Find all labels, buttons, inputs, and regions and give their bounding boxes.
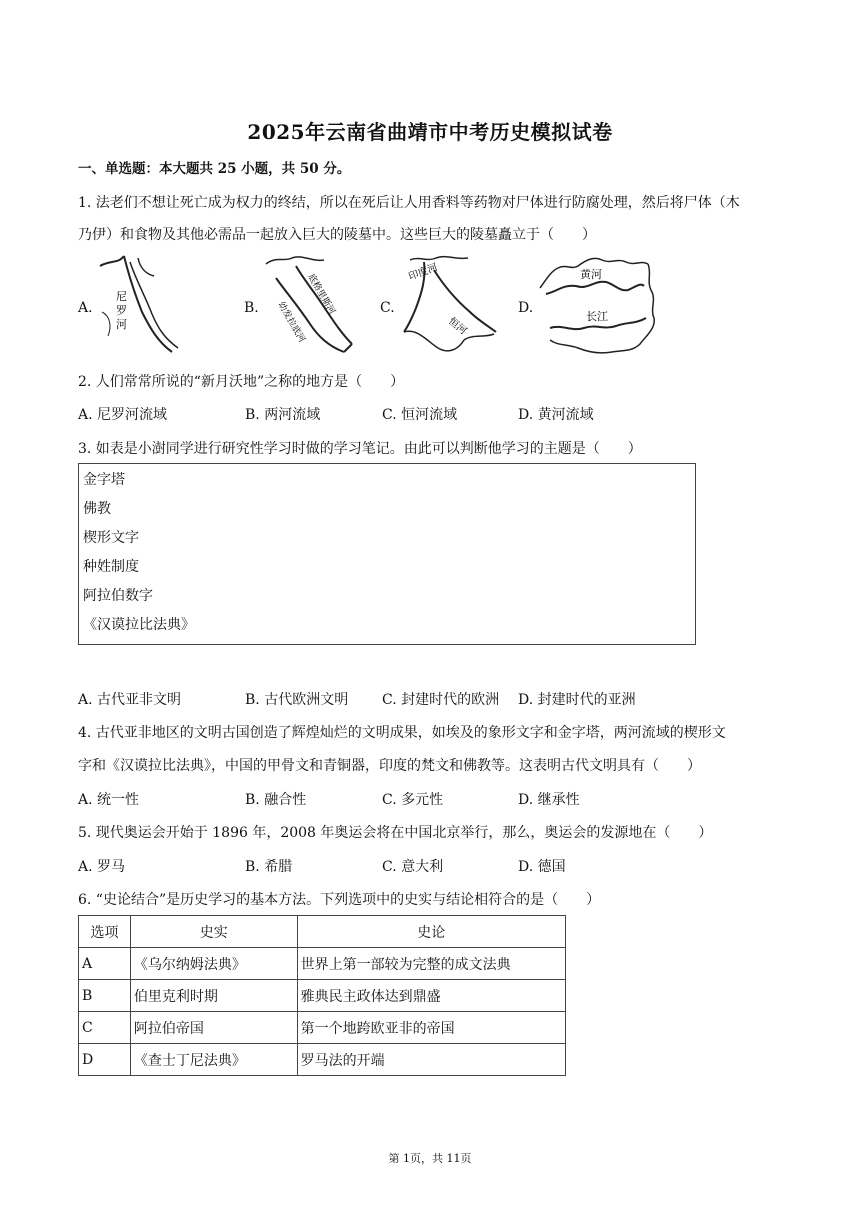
q3-stem: 3. 如表是小澍同学进行研究性学习时做的学习笔记。由此可以判断他学习的主题是（ ）	[78, 441, 642, 457]
q2-option-a[interactable]: A. 尼罗河流域	[78, 407, 168, 423]
table-cell: 世界上第一部较为完整的成文法典	[297, 948, 565, 980]
nile-label-3: 河	[116, 318, 127, 331]
q1-option-c[interactable]	[380, 252, 500, 362]
q5-option-b[interactable]: B. 希腊	[245, 859, 293, 875]
ganges-label: 恒河	[446, 315, 469, 338]
nile-map-image	[94, 252, 184, 358]
q3-notes-box	[78, 463, 696, 645]
table-row	[79, 980, 566, 1012]
table-header-row	[79, 916, 566, 948]
table-cell: A	[79, 948, 131, 980]
q1-option-b-label: B.	[244, 300, 259, 316]
q5-option-a[interactable]: A. 罗马	[78, 859, 126, 875]
q1-option-d-label: D.	[518, 300, 534, 316]
tigris-label: 底格里斯河	[305, 272, 337, 317]
q4-option-a[interactable]: A. 统一性	[78, 792, 140, 808]
q6-table	[78, 915, 566, 1076]
q5-option-d[interactable]: D. 德国	[518, 859, 566, 875]
q3-option-b[interactable]: B. 古代欧洲文明	[245, 692, 349, 708]
q2-option-b[interactable]: B. 两河流域	[245, 407, 321, 423]
q3-note-item: 佛教	[83, 501, 111, 517]
china-map-image	[536, 252, 660, 358]
nile-label-2: 罗	[116, 304, 127, 317]
q3-option-c[interactable]: C. 封建时代的欧洲	[382, 692, 500, 708]
q4-stem-line1: 4. 古代亚非地区的文明古国创造了辉煌灿烂的文明成果，如埃及的象形文字和金字塔，两河流域的楔形文	[78, 725, 726, 741]
table-cell: D	[79, 1044, 131, 1076]
q3-note-item: 种姓制度	[83, 559, 139, 575]
table-cell: 罗马法的开端	[297, 1044, 565, 1076]
q2-stem: 2. 人们常常所说的“新月沃地”之称的地方是（ ）	[78, 374, 405, 390]
table-cell: 阿拉伯帝国	[130, 1012, 297, 1044]
table-cell: B	[79, 980, 131, 1012]
q2-options	[78, 404, 778, 424]
q1-option-a[interactable]	[78, 252, 188, 362]
q5-stem: 5. 现代奥运会开始于 1896 年，2008 年奥运会将在中国北京举行，那么，奥运会的发源地在（ ）	[78, 825, 713, 841]
q5-options	[78, 856, 778, 876]
q3-note-item: 楔形文字	[83, 530, 139, 546]
table-row	[79, 1012, 566, 1044]
table-row	[79, 948, 566, 980]
table-cell: 雅典民主政体达到鼎盛	[297, 980, 565, 1012]
q4-option-d[interactable]: D. 继承性	[518, 792, 580, 808]
table-cell: 伯里克利时期	[130, 980, 297, 1012]
q3-option-a[interactable]: A. 古代亚非文明	[78, 692, 182, 708]
india-map-image	[398, 252, 498, 358]
q1-option-a-label: A.	[78, 300, 93, 316]
q2-option-c[interactable]: C. 恒河流域	[382, 407, 458, 423]
euphrates-label: 幼发拉底河	[275, 300, 307, 345]
q1-stem-line2: 乃伊）和食物及其他必需品一起放入巨大的陵墓中。这些巨大的陵墓矗立于（ ）	[78, 227, 596, 243]
table-cell: 第一个地跨欧亚非的帝国	[297, 1012, 565, 1044]
table-row	[79, 1044, 566, 1076]
q1-option-c-label: C.	[380, 300, 395, 316]
q6-stem: 6. “史论结合”是历史学习的基本方法。下列选项中的史实与结论相符合的是（ ）	[78, 892, 601, 908]
q3-note-item: 金字塔	[83, 472, 125, 488]
q5-option-c[interactable]: C. 意大利	[382, 859, 444, 875]
page-footer: 第 1页，共 11页	[388, 1152, 472, 1165]
yangtze-label: 长江	[586, 310, 608, 323]
yellow-river-label: 黄河	[580, 268, 602, 281]
q1-stem-line1: 1. 法老们不想让死亡成为权力的终结，所以在死后让人用香料等药物对尸体进行防腐处理，然后将尸体（木	[78, 195, 740, 211]
table-header-cell: 选项	[79, 916, 131, 948]
q1-option-b[interactable]	[244, 252, 364, 362]
section-heading: 一、单选题：本大题共 25 小题，共 50 分。	[78, 161, 351, 177]
indus-label: 印度河	[407, 262, 440, 283]
q3-options	[78, 689, 778, 709]
q3-option-d[interactable]: D. 封建时代的亚洲	[518, 692, 636, 708]
q3-note-item: 《汉谟拉比法典》	[83, 617, 195, 633]
q4-option-c[interactable]: C. 多元性	[382, 792, 444, 808]
q2-option-d[interactable]: D. 黄河流域	[518, 407, 594, 423]
q4-options	[78, 789, 778, 809]
exam-title: 2025年云南省曲靖市中考历史模拟试卷	[247, 120, 613, 144]
q3-note-item: 阿拉伯数字	[83, 588, 153, 604]
table-header-cell: 史实	[130, 916, 297, 948]
table-cell: 《查士丁尼法典》	[130, 1044, 297, 1076]
q1-option-d[interactable]	[518, 252, 678, 362]
nile-label-1: 尼	[116, 290, 127, 303]
table-header-cell: 史论	[297, 916, 565, 948]
q1-map-options	[78, 252, 608, 362]
q4-option-b[interactable]: B. 融合性	[245, 792, 307, 808]
table-cell: C	[79, 1012, 131, 1044]
q4-stem-line2: 字和《汉谟拉比法典》，中国的甲骨文和青铜器，印度的梵文和佛教等。这表明古代文明具有（ ）	[78, 758, 701, 774]
table-cell: 《乌尔纳姆法典》	[130, 948, 297, 980]
mesopotamia-map-image	[262, 252, 362, 358]
